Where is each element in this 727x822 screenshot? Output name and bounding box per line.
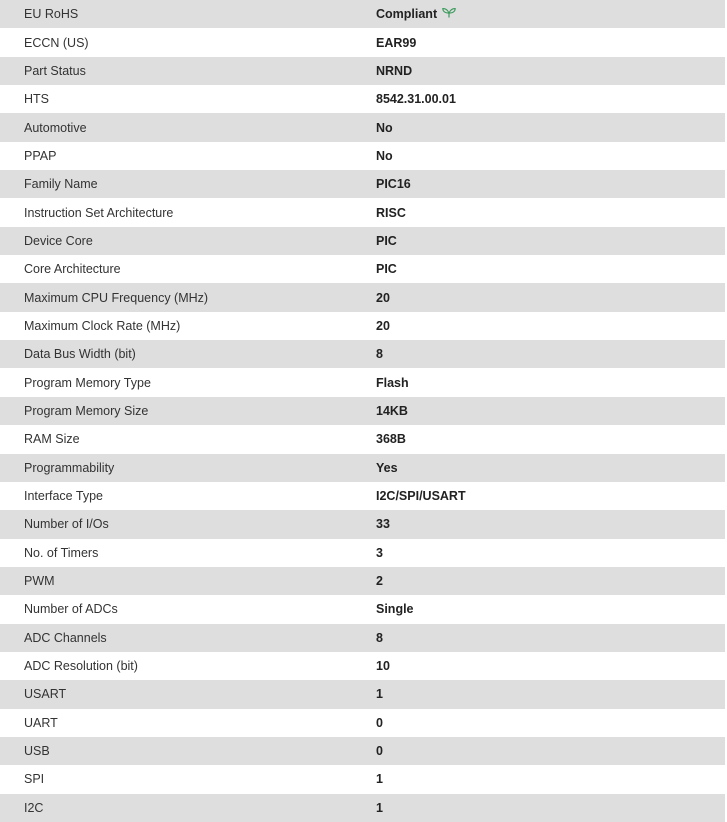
spec-label: Device Core <box>24 233 93 248</box>
spec-label: PWM <box>24 574 55 589</box>
spec-row <box>0 340 725 368</box>
spec-label: Core Architecture <box>24 262 121 277</box>
spec-label: ECCN (US) <box>24 35 89 50</box>
spec-label: Number of I/Os <box>24 517 109 532</box>
spec-label: RAM Size <box>24 432 80 447</box>
spec-row <box>0 368 725 396</box>
spec-row <box>0 539 725 567</box>
spec-value: Flash <box>376 375 409 390</box>
leaf-icon <box>442 7 456 21</box>
spec-label: Data Bus Width (bit) <box>24 347 136 362</box>
spec-value: EAR99 <box>376 35 417 50</box>
spec-value: PIC16 <box>376 177 411 192</box>
spec-value: 8 <box>376 347 383 362</box>
spec-label: Part Status <box>24 63 86 78</box>
spec-value: Single <box>376 602 414 617</box>
spec-row <box>0 397 725 425</box>
spec-row <box>0 680 725 708</box>
spec-value: 0 <box>376 715 383 730</box>
spec-label: PPAP <box>24 148 57 163</box>
spec-label: ADC Resolution (bit) <box>24 659 138 674</box>
spec-row <box>0 85 725 113</box>
spec-row-eu-rohs <box>0 0 725 28</box>
spec-value: Compliant <box>376 7 438 22</box>
spec-label: USB <box>24 744 50 759</box>
spec-label: UART <box>24 715 58 730</box>
spec-value-cell <box>376 0 725 28</box>
spec-row <box>0 170 725 198</box>
spec-row <box>0 255 725 283</box>
spec-row <box>0 624 725 652</box>
spec-row <box>0 737 725 765</box>
spec-value: 0 <box>376 744 383 759</box>
spec-label: Automotive <box>24 120 87 135</box>
spec-row <box>0 113 725 141</box>
spec-row <box>0 28 725 56</box>
spec-row <box>0 595 725 623</box>
spec-value: 20 <box>376 290 390 305</box>
spec-row <box>0 454 725 482</box>
spec-value: PIC <box>376 233 397 248</box>
spec-row <box>0 652 725 680</box>
spec-value: 8542.31.00.01 <box>376 92 456 107</box>
spec-row <box>0 57 725 85</box>
spec-row <box>0 794 725 822</box>
spec-row <box>0 227 725 255</box>
spec-label: EU RoHS <box>24 7 79 22</box>
spec-label: Maximum CPU Frequency (MHz) <box>24 290 209 305</box>
spec-label: Programmability <box>24 460 115 475</box>
spec-row <box>0 567 725 595</box>
spec-value: 14KB <box>376 403 408 418</box>
spec-value: Yes <box>376 460 398 475</box>
spec-value: No <box>376 148 393 163</box>
spec-label: Program Memory Size <box>24 403 149 418</box>
spec-label: No. of Timers <box>24 545 99 560</box>
spec-row <box>0 765 725 793</box>
spec-value: RISC <box>376 205 406 220</box>
spec-value: 8 <box>376 630 383 645</box>
spec-value: PIC <box>376 262 397 277</box>
spec-value: 1 <box>376 772 383 787</box>
spec-row <box>0 283 725 311</box>
spec-label: Family Name <box>24 177 98 192</box>
spec-value: 1 <box>376 800 383 815</box>
spec-label: Instruction Set Architecture <box>24 205 174 220</box>
spec-value: 3 <box>376 545 383 560</box>
spec-label: ADC Channels <box>24 630 107 645</box>
spec-row <box>0 142 725 170</box>
spec-value: 2 <box>376 574 383 589</box>
spec-value: 20 <box>376 318 390 333</box>
spec-value: No <box>376 120 393 135</box>
spec-value: I2C/SPI/USART <box>376 489 466 504</box>
spec-label: HTS <box>24 92 49 107</box>
spec-value: 368B <box>376 432 406 447</box>
spec-label: Program Memory Type <box>24 375 151 390</box>
spec-value: NRND <box>376 63 413 78</box>
spec-value: 10 <box>376 659 390 674</box>
spec-label: Number of ADCs <box>24 602 118 617</box>
spec-row <box>0 425 725 453</box>
spec-label: Interface Type <box>24 489 103 504</box>
spec-value: 33 <box>376 517 390 532</box>
spec-label: SPI <box>24 772 45 787</box>
spec-value: 1 <box>376 687 383 702</box>
spec-label: Maximum Clock Rate (MHz) <box>24 318 181 333</box>
spec-row <box>0 198 725 226</box>
spec-row <box>0 709 725 737</box>
spec-label: I2C <box>24 800 44 815</box>
spec-row <box>0 510 725 538</box>
spec-row <box>0 312 725 340</box>
spec-label: USART <box>24 687 67 702</box>
spec-row <box>0 482 725 510</box>
